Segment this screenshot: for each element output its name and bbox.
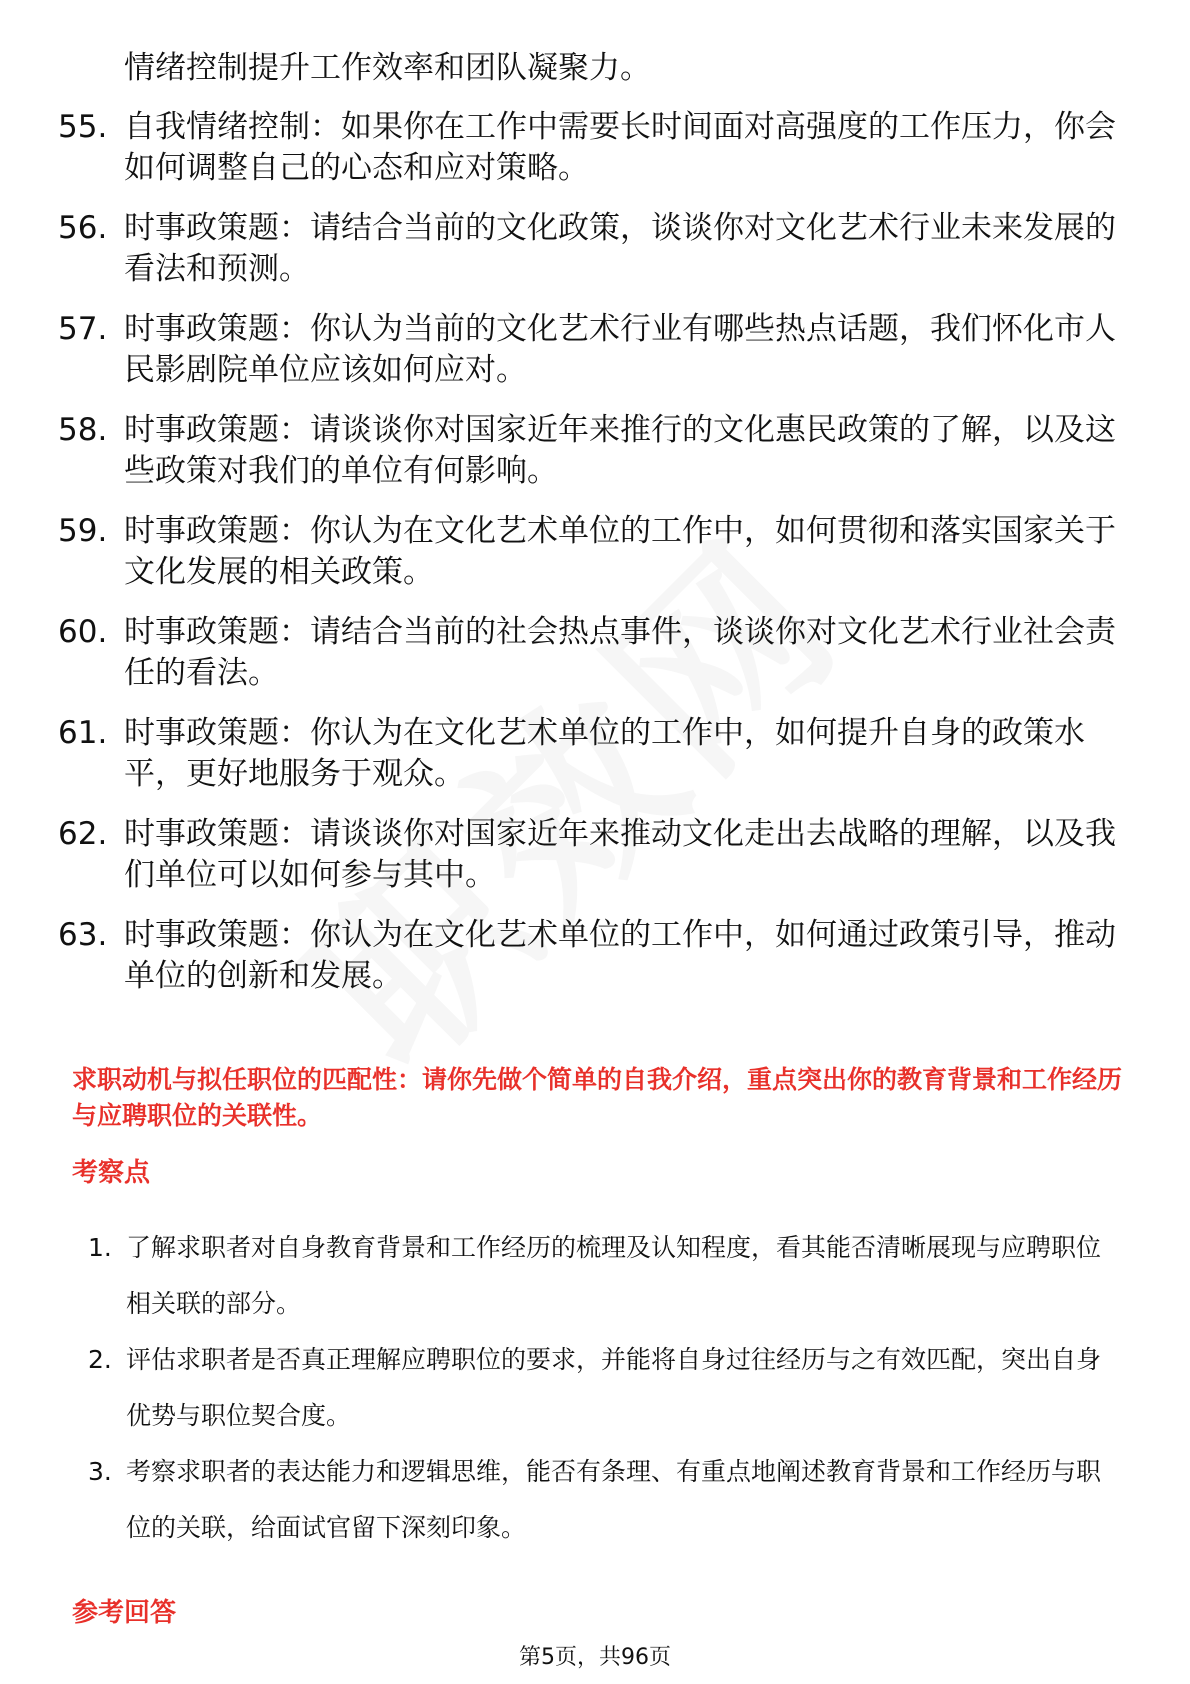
question-item-61 — [58, 713, 1118, 795]
question-number: 56. — [58, 210, 108, 246]
question-text: 时事政策题：请谈谈你对国家近年来推行的文化惠民政策的了解，以及这些政策对我们的单位有何影响。 — [124, 412, 1116, 489]
question-number: 57. — [58, 311, 108, 347]
reference-answer-label: 参考回答 — [72, 1598, 177, 1628]
question-list — [58, 48, 1118, 1016]
question-text: 时事政策题：你认为在文化艺术单位的工作中，如何通过政策引导，推动单位的创新和发展。 — [124, 917, 1116, 994]
point-number: 1. — [88, 1233, 112, 1262]
question-item-59 — [58, 511, 1118, 593]
question-item-continued — [58, 48, 1118, 89]
section-heading: 求职动机与拟任职位的匹配性：请你先做个简单的自我介绍，重点突出你的教育背景和工作经历与应聘职位的关联性。 — [72, 1065, 1123, 1130]
point-text: 考察求职者的表达能力和逻辑思维，能否有条理、有重点地阐述教育背景和工作经历与职位的关联，给面试官留下深刻印象。 — [126, 1457, 1102, 1542]
question-text: 时事政策题：请结合当前的文化政策，谈谈你对文化艺术行业未来发展的看法和预测。 — [124, 210, 1116, 287]
question-text: 时事政策题：请结合当前的社会热点事件，谈谈你对文化艺术行业社会责任的看法。 — [124, 614, 1116, 691]
point-text: 了解求职者对自身教育背景和工作经历的梳理及认知程度，看其能否清晰展现与应聘职位相关联的部分。 — [126, 1233, 1102, 1318]
page-footer: 第5页，共96页 — [519, 1645, 671, 1670]
question-number: 60. — [58, 614, 108, 650]
question-item-58 — [58, 410, 1118, 492]
question-number: 62. — [58, 816, 108, 852]
point-number: 3. — [88, 1457, 112, 1486]
focus-point-item — [88, 1220, 1118, 1332]
focus-points-label: 考察点 — [72, 1158, 151, 1188]
question-text: 情绪控制提升工作效率和团队凝聚力。 — [124, 50, 651, 86]
question-item-60 — [58, 612, 1118, 694]
point-text: 评估求职者是否真正理解应聘职位的要求，并能将自身过往经历与之有效匹配，突出自身优势与职位契合度。 — [126, 1345, 1102, 1430]
question-item-62 — [58, 814, 1118, 896]
point-number: 2. — [88, 1345, 112, 1374]
question-number: 58. — [58, 412, 108, 448]
focus-point-item — [88, 1332, 1118, 1444]
question-text: 时事政策题：你认为在文化艺术单位的工作中，如何提升自身的政策水平，更好地服务于观众。 — [124, 715, 1085, 792]
question-item-63 — [58, 915, 1118, 997]
question-text: 时事政策题：你认为在文化艺术单位的工作中，如何贯彻和落实国家关于文化发展的相关政策。 — [124, 513, 1116, 590]
question-text: 自我情绪控制：如果你在工作中需要长时间面对高强度的工作压力，你会如何调整自己的心态和应对策略。 — [124, 109, 1116, 186]
question-number: 61. — [58, 715, 108, 751]
question-number: 59. — [58, 513, 108, 549]
question-item-56 — [58, 208, 1118, 290]
question-text: 时事政策题：你认为当前的文化艺术行业有哪些热点话题，我们怀化市人民影剧院单位应该如何应对。 — [124, 311, 1116, 388]
focus-points-list — [88, 1220, 1118, 1556]
question-item-55 — [58, 107, 1118, 189]
question-text: 时事政策题：请谈谈你对国家近年来推动文化走出去战略的理解，以及我们单位可以如何参与其中。 — [124, 816, 1116, 893]
question-number: 55. — [58, 109, 108, 145]
question-number: 63. — [58, 917, 108, 953]
focus-point-item — [88, 1444, 1118, 1556]
question-item-57 — [58, 309, 1118, 391]
